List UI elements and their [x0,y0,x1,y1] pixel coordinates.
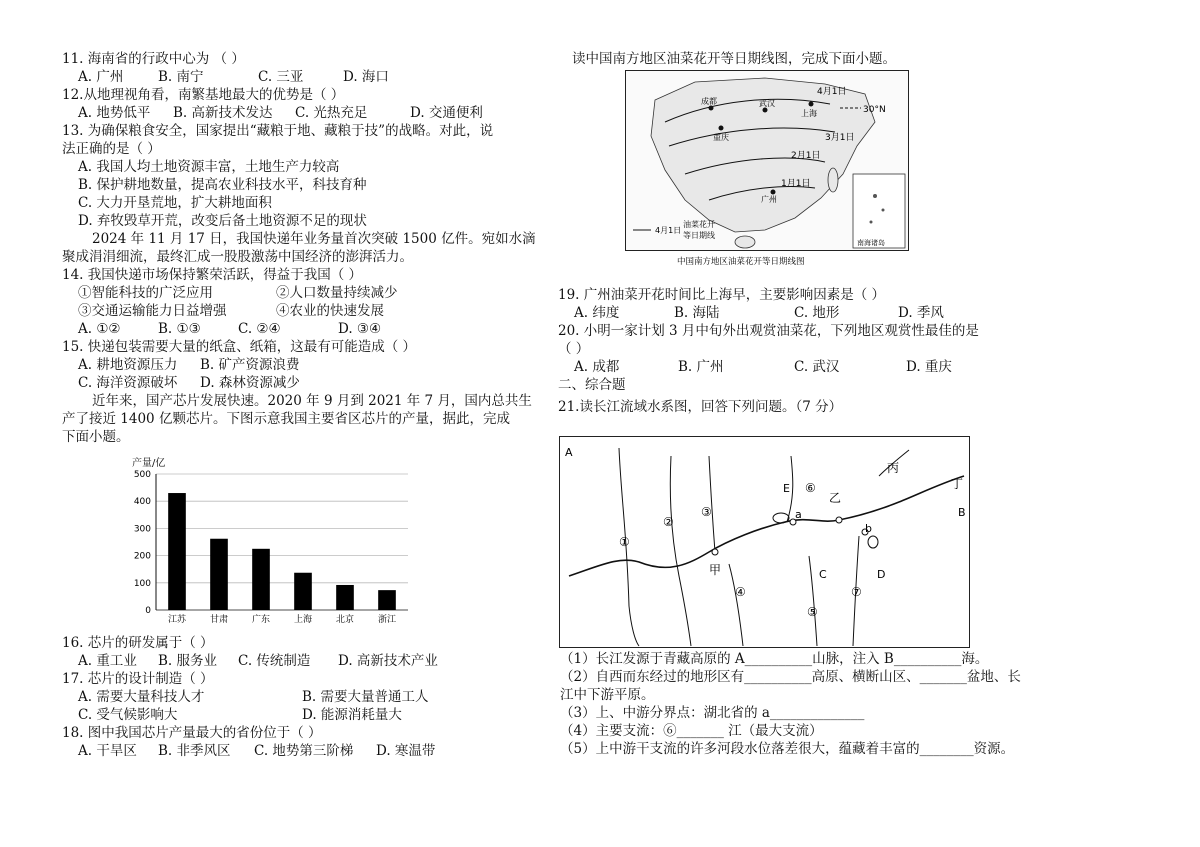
q19-option-a[interactable]: A. 纬度 [574,305,620,321]
q16-option-b[interactable]: B. 服务业 [158,653,218,669]
map2-label-ding: 丁 [951,477,964,491]
q14-options [62,320,532,338]
q14-item-4: ④农业的快速发展 [276,303,384,319]
q16-options [62,652,532,670]
q11-option-d[interactable]: D. 海口 [343,69,389,85]
map2-label-r6: ⑥ [805,481,816,495]
q17-option-b[interactable]: B. 需要大量普通工人 [302,689,429,705]
q20-option-c[interactable]: C. 武汉 [794,359,840,375]
q21-sub4: （4）主要支流：⑥_______ 江（最大支流） [560,723,823,739]
map2-label-b-lower: b [865,522,872,535]
q15-stem: 15. 快递包装需要大量的纸盒、纸箱，这最有可能造成（ ） [62,339,417,355]
map2-label-r2: ② [663,515,674,529]
q11-option-b[interactable]: B. 南宁 [158,69,204,85]
q21-sub2-line2: 江中下游平原。 [560,687,655,703]
q15-option-a[interactable]: A. 耕地资源压力 [78,357,178,373]
map2-label-a: A [565,446,573,459]
map2-label-b: B [958,506,966,519]
map2-label-bing: 丙 [887,461,900,475]
q17-option-d[interactable]: D. 能源消耗量大 [302,707,402,723]
q13-stem-line1: 13. 为确保粮食安全，国家提出“藏粮于地、藏粮于技”的战略。对此，说 [62,123,494,139]
q20-options [558,358,1028,376]
q18-options [62,742,532,760]
passage-express-line2: 聚成涓涓细流，最终汇成一股股激荡中国经济的澎湃活力。 [62,249,413,265]
q19-option-d[interactable]: D. 季风 [898,305,944,321]
q12-option-d[interactable]: D. 交通便利 [410,105,483,121]
map1-intro: 读中国南方地区油菜花开等日期线图，完成下面小题。 [572,51,896,67]
map1-label-shanghai: 上海 [801,109,817,118]
map2-label-r1: ① [619,535,630,549]
q21-sub3: （3）上、中游分界点：湖北省的 a______________ [560,705,865,721]
q19-stem: 19. 广州油菜开花时间比上海早，主要影响因素是（ ） [558,287,886,303]
q18-option-d[interactable]: D. 寒温带 [376,743,436,759]
q16-option-d[interactable]: D. 高新技术产业 [338,653,438,669]
q11-option-c[interactable]: C. 三亚 [258,69,304,85]
q15-options-row1 [62,356,532,374]
q14-stem: 14. 我国快递市场保持繁荣活跃，得益于我国（ ） [62,267,363,283]
map2-label-jia: 甲 [709,563,722,577]
map1-legend-text1: 油菜花开 [683,220,715,229]
passage-express-line1: 2024 年 11 月 17 日，我国快递年业务量首次突破 1500 亿件。宛如水滴 [92,231,536,247]
q14-option-d[interactable]: D. ③④ [338,321,382,337]
q14-option-c[interactable]: C. ②④ [238,321,281,337]
map2-label-r5: ⑤ [807,605,818,619]
map1-caption: 中国南方地区油菜花开等日期线图 [677,257,805,267]
map2-label-c: C [819,568,827,581]
q14-items-row1 [62,284,532,302]
chart-x-tick-label: 江苏 [167,615,187,625]
q16-option-c[interactable]: C. 传统制造 [238,653,311,669]
q16-stem: 16. 芯片的研发属于（ ） [62,635,214,651]
chart-y-tick-label: 200 [133,551,151,562]
map1-label-mar1: 3月1日 [825,133,855,143]
q17-stem: 17. 芯片的设计制造（ ） [62,671,214,687]
chart-y-tick-label: 0 [145,606,151,616]
q14-item-3: ③交通运输能力日益增强 [78,303,227,319]
chart-bar-0 [168,493,186,610]
map1-label-chengdu: 成都 [701,97,717,106]
chart-bars [168,493,396,610]
chart-bar-1 [210,539,228,610]
chart-bar-5 [378,590,396,610]
passage-chip-line2: 产了接近 1400 亿颗芯片。下图示意我国主要省区芯片的产量，据此，完成 [62,411,510,427]
q12-option-b[interactable]: B. 高新技术发达 [173,105,273,121]
map1-legend-line-label: 4月1日 [655,226,682,235]
q12-options [62,104,532,122]
chart-bar-4 [336,585,354,610]
chart-x-tick-label: 上海 [293,615,313,625]
q16-option-a[interactable]: A. 重工业 [78,653,137,669]
q11-stem: 11. 海南省的行政中心为 （ ） [62,51,245,67]
passage-chip-line1: 近年来，国产芯片发展快速。2020 年 9 月到 2021 年 7 月，国内总共生 [92,393,532,409]
q18-option-b[interactable]: B. 非季风区 [158,743,231,759]
chart-y-tick-label: 500 [133,470,151,480]
q12-option-a[interactable]: A. 地势低平 [78,105,151,121]
q17-option-c[interactable]: C. 受气候影响大 [78,707,178,723]
yangtze-river-map [559,436,971,649]
map1-label-guangzhou: 广州 [761,195,777,204]
q13-option-d[interactable]: D. 弃牧毁草开荒，改变后备土地资源不足的现状 [78,213,367,229]
chart-y-tick-label: 100 [133,578,151,589]
q20-option-d[interactable]: D. 重庆 [906,359,952,375]
map2-label-r4: ④ [735,585,746,599]
q12-stem: 12.从地理视角看，南繁基地最大的优势是（ ） [62,87,345,103]
map2-label-d: D [877,568,886,581]
chart-y-axis-label: 产量/亿 [132,458,166,469]
q20-option-b[interactable]: B. 广州 [678,359,724,375]
q19-options [558,304,1028,322]
q15-option-c[interactable]: C. 海洋资源破坏 [78,375,178,391]
chart-y-tick-label: 300 [133,524,151,535]
map1-legend-text2: 等日期线 [683,231,715,240]
q21-sub5: （5）上中游干支流的许多河段水位落差很大，蕴藏着丰富的________资源。 [560,741,1015,757]
chart-x-tick-label: 广东 [251,615,271,625]
chart-x-tick-label: 浙江 [377,615,397,625]
q20-option-a[interactable]: A. 成都 [574,359,620,375]
chart-bar-3 [294,573,312,610]
right-column [558,286,1028,416]
q14-item-1: ①智能科技的广泛应用 [78,285,213,301]
map2-label-r3: ③ [701,505,712,519]
q17-options-row1 [62,688,532,706]
q18-option-a[interactable]: A. 干旱区 [78,743,137,759]
q20-stem-line2: （ ） [558,341,590,357]
map1-label-wuhan: 武汉 [759,99,775,108]
chart-bar-2 [252,549,270,610]
q13-option-c[interactable]: C. 大力开垦荒地，扩大耕地面积 [78,195,272,211]
q11-options [62,68,532,86]
q13-stem-line2: 法正确的是（ ） [62,141,161,157]
q11-option-a[interactable]: A. 广州 [78,69,124,85]
q21-sub1: （1）长江发源于青藏高原的 A__________山脉，注入 B__________海。 [560,651,989,667]
q17-options-row2 [62,706,532,724]
map2-label-r7: ⑦ [851,585,862,599]
chart-x-tick-label: 北京 [335,615,355,625]
q14-items-row2 [62,302,532,320]
q15-option-d[interactable]: D. 森林资源减少 [200,375,300,391]
map1-label-feb1: 2月1日 [791,151,821,161]
chart-grid [156,474,408,610]
q20-stem-line1: 20. 小明一家计划 3 月中旬外出观赏油菜花，下列地区观赏性最佳的是 [558,323,979,339]
q14-item-2: ②人口数量持续减少 [276,285,398,301]
q13-option-b[interactable]: B. 保护耕地数量，提高农业科技水平，科技育种 [78,177,367,193]
chip-output-bar-chart [118,452,418,632]
rapeseed-bloom-map [625,70,910,268]
map2-label-yi: 乙 [829,491,842,505]
q21-sub2-line1: （2）自西而东经过的地形区有__________高原、横断山区、_______盆地、长 [560,669,1021,685]
map1-label-apr1: 4月1日 [817,87,847,97]
q18-option-c[interactable]: C. 地势第三阶梯 [254,743,354,759]
section-heading: 二、综合题 [558,377,626,393]
q12-option-c[interactable]: C. 光热充足 [295,105,368,121]
q15-option-b[interactable]: B. 矿产资源浪费 [200,357,300,373]
map2-label-a-lower: a [795,508,802,521]
q17-option-a[interactable]: A. 需要大量科技人才 [78,689,205,705]
left-column [62,50,536,760]
chart-x-tick-label: 甘肃 [209,615,229,625]
q15-options-row2 [62,374,532,392]
q18-stem: 18. 图中我国芯片产量最大的省份位于（ ） [62,725,322,741]
chart-y-tick-label: 400 [133,497,151,508]
map2-label-e: E [783,482,790,495]
q19-option-c[interactable]: C. 地形 [794,305,840,321]
map1-inset-label: 南海诸岛 [857,239,885,247]
map1-label-chongqing: 重庆 [713,133,729,142]
passage-chip-line3: 下面小题。 [62,429,130,445]
q14-option-b[interactable]: B. ①③ [158,321,201,337]
q14-option-a[interactable]: A. ①② [78,321,121,337]
q13-option-a[interactable]: A. 我国人均土地资源丰富，土地生产力较高 [78,159,340,175]
q21-subquestions [560,650,1030,758]
map1-label-30n: 30°N [863,105,886,115]
q21-stem: 21.读长江流域水系图，回答下列问题。（7 分） [558,399,843,415]
q19-option-b[interactable]: B. 海陆 [674,305,720,321]
map1-label-jan1: 1月1日 [781,179,811,189]
